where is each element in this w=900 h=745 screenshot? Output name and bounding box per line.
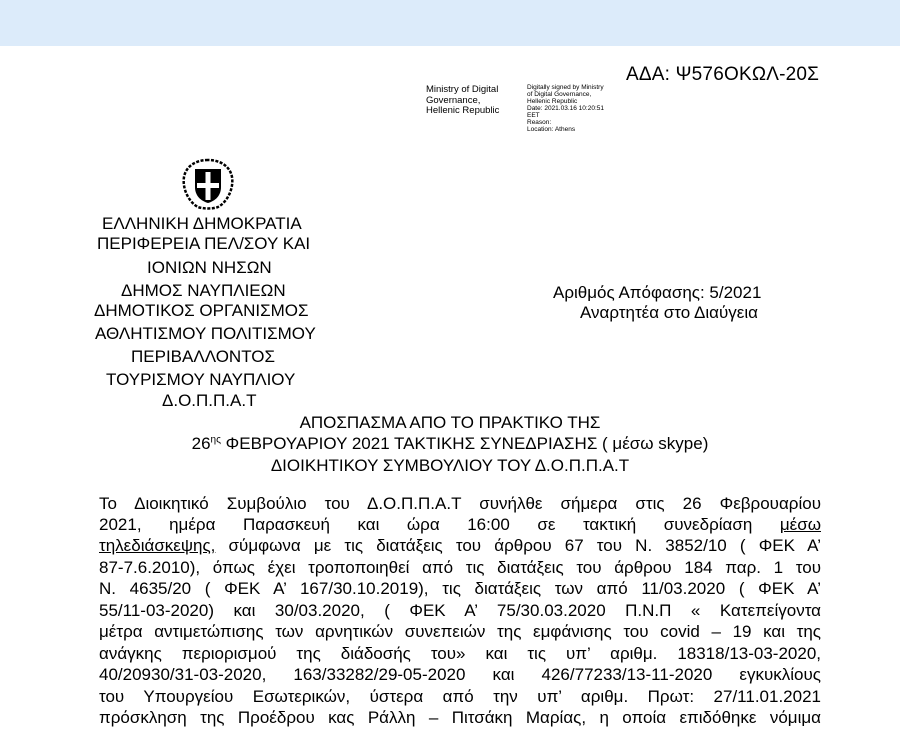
body-text: σύμφωνα με τις διατάξεις του άρθρου 67 του Ν. 3852/10 ( ΦΕΚ Α’ [215,536,821,555]
decision-number: Αριθμός Απόφασης: 5/2021 [553,283,762,302]
heading-line-3: ΔΙΟΙΚΗΤΙΚΟΥ ΣΥΜΒΟΥΛΙΟΥ ΤΟΥ Δ.Ο.Π.Π.Α.Τ [270,456,630,475]
signature-detail-line: Location: Athens [527,126,576,133]
body-line: πρόσκληση της Προέδρου κας Ράλλη – Πιτσάκη Μαρίας, η οποία επιδόθηκε νόμιμα [99,708,821,727]
ada-code: ΑΔΑ: Ψ576ΟΚΩΛ-20Σ [626,64,820,85]
heading-day-suffix: ης [210,434,221,446]
signature-detail-line: Date: 2021.03.16 10:20:51 [527,105,604,112]
heading-session: ΦΕΒΡΟΥΑΡΙΟΥ 2021 ΤΑΚΤΙΚΗΣ ΣΥΝΕΔΡΙΑΣΗΣ ( μέσω skype) [220,434,709,453]
org-line: ΔΗΜΟΣ ΝΑΥΠΛΙΕΩΝ [121,281,286,300]
top-banner [0,0,900,46]
signer-line: Governance, [426,94,481,106]
heading-line-1: ΑΠΟΣΠΑΣΜΑ ΑΠΟ ΤΟ ΠΡΑΚΤΙΚΟ ΤΗΣ [299,413,601,432]
org-line: ΙΟΝΙΩΝ ΝΗΣΩΝ [147,258,272,277]
body-line: 40/20930/31-03-2020, 163/33282/29-05-2020 και 426/77233/13-11-2020 εγκυκλίους [99,665,821,684]
hellenic-emblem-icon [178,157,238,211]
body-line: Ν. 4635/20 ( ΦΕΚ Α’ 167/30.10.2019), τις διατάξεις των από 11/03.2020 ( ΦΕΚ Α’ [99,579,821,598]
org-line: ΕΛΛΗΝΙΚΗ ΔΗΜΟΚΡΑΤΙΑ [102,214,302,233]
posting-note: Αναρτητέα στο Διαύγεια [580,303,758,322]
body-line: 55/11-03-2020) και 30/03.2020, ( ΦΕΚ Α’ 75/30.03.2020 Π.Ν.Π « Κατεπείγοντα [99,601,821,620]
signature-detail-line: Digitally signed by Ministry [527,84,604,91]
heading-day: 26 [191,434,211,453]
org-line: ΠΕΡΙΦΕΡΕΙΑ ΠΕΛ/ΣΟΥ ΚΑΙ [97,234,311,253]
body-line: μέτρα αντιμετώπισης των αρνητικών συνεπειών της εμφάνισης του covid – 19 και της [99,622,821,641]
org-line: Δ.Ο.Π.Π.Α.Τ [162,391,257,410]
signature-detail-line: EET [527,112,540,119]
heading-line-2 [0,434,900,454]
signer-line: Ministry of Digital [426,84,499,95]
body-underlined-text: μέσω [779,515,821,534]
body-line: του Υπουργείου Εσωτερικών, ύστερα από την υπ’ αριθμ. Πρωτ: 27/11.01.2021 [99,687,821,706]
signer-line: Hellenic Republic [426,105,500,116]
signature-details [527,84,604,133]
org-line: ΠΕΡΙΒΑΛΛΟΝΤΟΣ [131,347,276,366]
body-line: ανάγκης περιορισμού της διάδοσής του» και τις υπ’ αριθμ. 18318/13-03-2020, [99,644,821,663]
body-line [99,514,821,535]
signature-detail-line: of Digital Governance, [527,91,592,98]
body-line [99,535,821,556]
body-line: Το Διοικητικό Συμβούλιο του Δ.Ο.Π.Π.Α.Τ συνήλθε σήμερα στις 26 Φεβρουαρίου [99,494,821,513]
signature-signer [426,85,499,117]
org-line: ΤΟΥΡΙΣΜΟΥ ΝΑΥΠΛΙΟΥ [106,370,296,389]
body-underlined-text: τηλεδιάσκεψης, [99,536,216,555]
org-line: ΑΘΛΗΤΙΣΜΟΥ ΠΟΛΙΤΙΣΜΟΥ [95,324,316,343]
signature-detail-line: Reason: [527,119,552,126]
signature-detail-line: Hellenic Republic [527,98,578,105]
body-text: 2021, ημέρα Παρασκευή και ώρα 16:00 σε τακτική συνεδρίαση [99,515,780,534]
body-line: 87-7.6.2010), όπως έχει τροποποιηθεί από τις διατάξεις του άρθρου 184 παρ. 1 του [99,558,821,577]
org-line: ΔΗΜΟΤΙΚΟΣ ΟΡΓΑΝΙΣΜΟΣ [94,301,309,320]
